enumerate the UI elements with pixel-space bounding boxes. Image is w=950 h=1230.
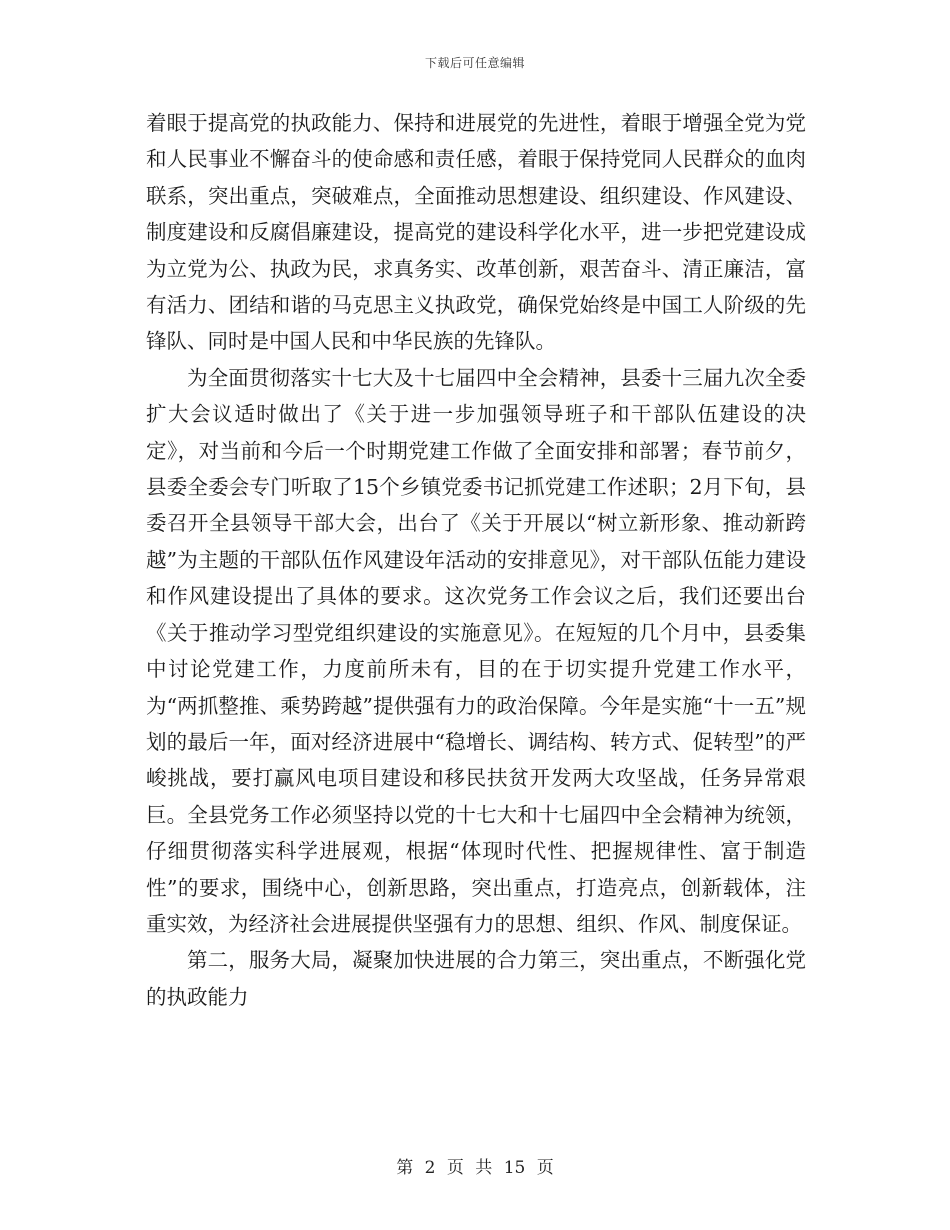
- paragraph: 第二，服务大局，凝聚加快进展的合力第三，突出重点，不断强化党的执政能力: [146, 948, 806, 1009]
- paragraph: 为全面贯彻落实十七大及十七届四中全会精神，县委十三届九次全委扩大会议适时做出了《关于进一步加强领导班子和干部队伍建设的决定》，对当前和今后一个时期党建工作做了全面安排和部署；春节前夕，县委全委会专门听取了15个乡镇党委书记抓党建工作述职；2月下旬，县委召开全县领导干部大会，出台了《关于开展以“树立新形象、推动新跨越”为主题的干部队伍作风建设年活动的安排意见》，对干部队伍能力建设和作风建设提出了具体的要求。这次党务工作会议之后，我们还要出台《关于推动学习型党组织建设的实施意见》。在短短的几个月中，县委集中讨论党建工作，力度前所未有，目的在于切实提升党建工作水平，为“两抓整推、乘势跨越”提供强有力的政治保障。今年是实施“十一五”规划的最后一年，面对经济进展中“稳增长、调结构、转方式、促转型”的严峻挑战，要打赢风电项目建设和移民扶贫开发两大攻坚战，任务异常艰巨。全县党务工作必须坚持以党的十七大和十七届四中全会精神为统领，仔细贯彻落实科学进展观，根据“体现时代性、把握规律性、富于制造性”的要求，围绕中心，创新思路，突出重点，打造亮点，创新载体，注重实效，为经济社会进展提供坚强有力的思想、组织、作风、制度保证。: [146, 365, 806, 936]
- page-number-footer: 第 2 页 共 15 页: [396, 1158, 554, 1178]
- page-header: 下载后可任意编辑: [424, 56, 525, 70]
- paragraph-continued: 着眼于提高党的执政能力、保持和进展党的先进性，着眼于增强全党为党和人民事业不懈奋斗的使命感和责任感，着眼于保持党同人民群众的血肉联系，突出重点，突破难点，全面推动思想建设、组织建设、作风建设、制度建设和反腐倡廉建设，提高党的建设科学化水平，进一步把党建设成为立党为公、执政为民，求真务实、改革创新，艰苦奋斗、清正廉洁，富有活力、团结和谐的马克思主义执政党，确保党始终是中国工人阶级的先锋队、同时是中国人民和中华民族的先锋队。: [146, 111, 806, 354]
- document-body: [146, 105, 806, 1015]
